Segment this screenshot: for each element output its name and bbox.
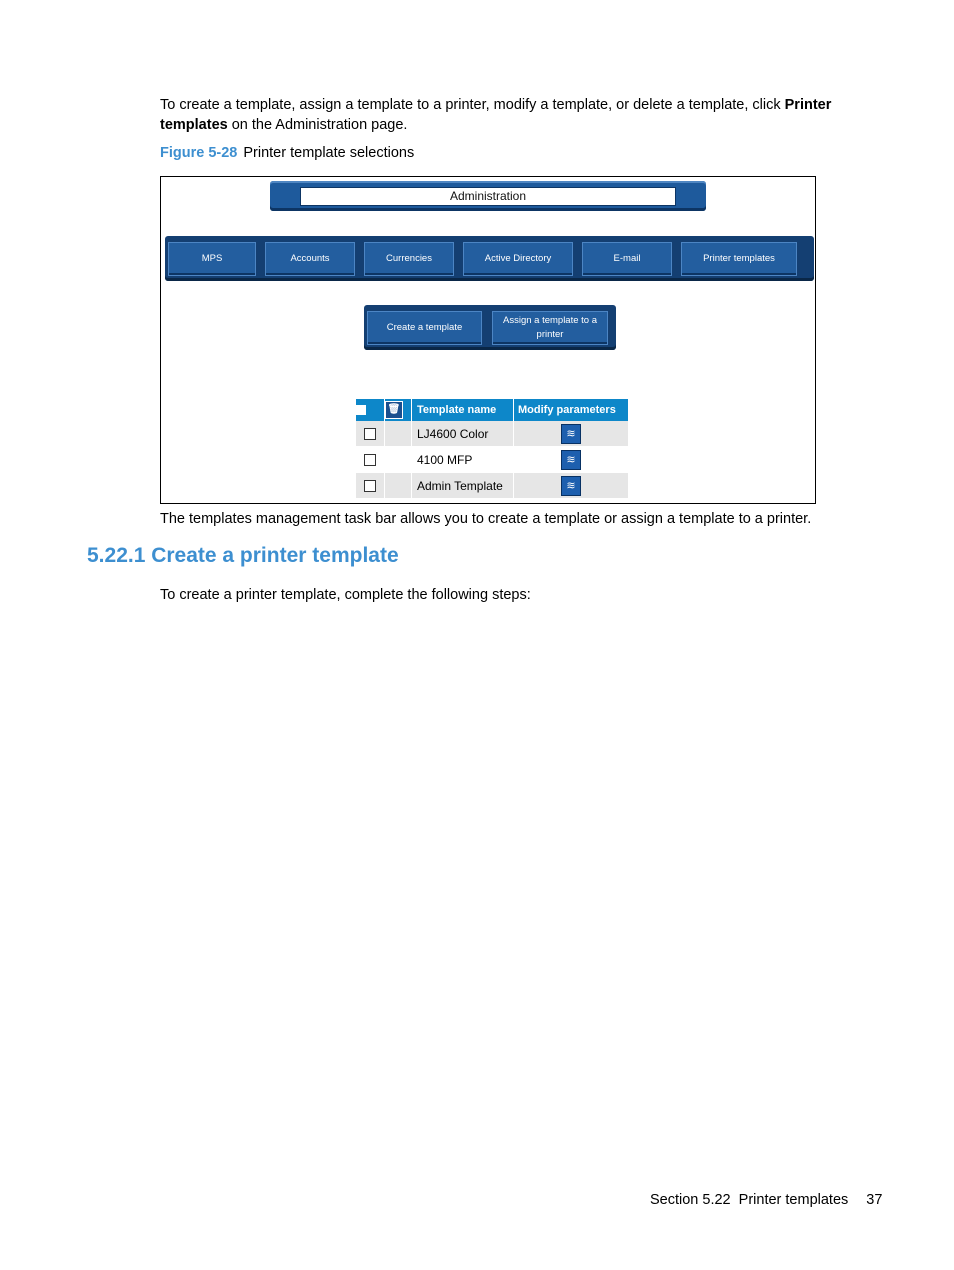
tab-printer-templates[interactable]: Printer templates — [681, 242, 797, 276]
template-name: LJ4600 Color — [412, 421, 514, 447]
tab-currencies[interactable]: Currencies — [364, 242, 454, 276]
template-name: Admin Template — [412, 473, 514, 499]
section-text: To create a printer template, complete the following steps: — [160, 587, 531, 603]
templates-table — [356, 399, 629, 499]
modify-parameters-icon[interactable]: ≋ — [561, 476, 581, 496]
administration-bar — [270, 181, 706, 211]
tab-accounts[interactable]: Accounts — [265, 242, 355, 276]
select-all-checkbox[interactable] — [356, 405, 366, 415]
figure-description: The templates management task bar allows you to create a template or assign a template to a printer. — [160, 511, 812, 527]
row-checkbox[interactable] — [364, 428, 376, 440]
tab-active-directory[interactable]: Active Directory — [463, 242, 573, 276]
template-name: 4100 MFP — [412, 447, 514, 473]
modify-parameters-icon[interactable]: ≋ — [561, 424, 581, 444]
modify-parameters-icon[interactable]: ≋ — [561, 450, 581, 470]
trash-icon[interactable]: 🗑 — [385, 401, 403, 419]
table-row — [356, 473, 629, 499]
intro-text: To create a template, assign a template to a printer, modify a template, or delete a template, click — [160, 97, 785, 113]
create-template-button[interactable]: Create a template — [367, 311, 482, 345]
admin-tabs — [165, 236, 814, 281]
figure-screenshot — [160, 176, 816, 504]
page-footer — [650, 1192, 882, 1208]
delete-header[interactable] — [385, 399, 412, 421]
template-taskbar — [364, 305, 616, 350]
template-name-header: Template name — [412, 399, 514, 421]
assign-template-button[interactable]: Assign a template to a printer — [492, 311, 608, 345]
select-all-header[interactable] — [356, 399, 385, 421]
footer-section: Section 5.22 Printer templates — [650, 1192, 849, 1208]
section-heading: 5.22.1 Create a printer template — [87, 544, 399, 567]
tab-email[interactable]: E-mail — [582, 242, 672, 276]
table-row — [356, 447, 629, 473]
modify-parameters-header: Modify parameters — [514, 399, 629, 421]
table-row — [356, 421, 629, 447]
intro-text-end: on the Administration page. — [227, 117, 408, 133]
row-checkbox[interactable] — [364, 480, 376, 492]
administration-title: Administration — [300, 187, 676, 206]
tab-mps[interactable]: MPS — [168, 242, 256, 276]
figure-caption — [160, 145, 414, 161]
row-checkbox[interactable] — [364, 454, 376, 466]
intro-paragraph — [160, 95, 870, 135]
figure-label: Figure 5-28 — [160, 145, 238, 161]
table-header-row — [356, 399, 629, 421]
figure-caption-text: Printer template selections — [243, 145, 415, 161]
page-number: 37 — [866, 1192, 883, 1208]
intro-bold: Printer templates — [160, 97, 832, 133]
